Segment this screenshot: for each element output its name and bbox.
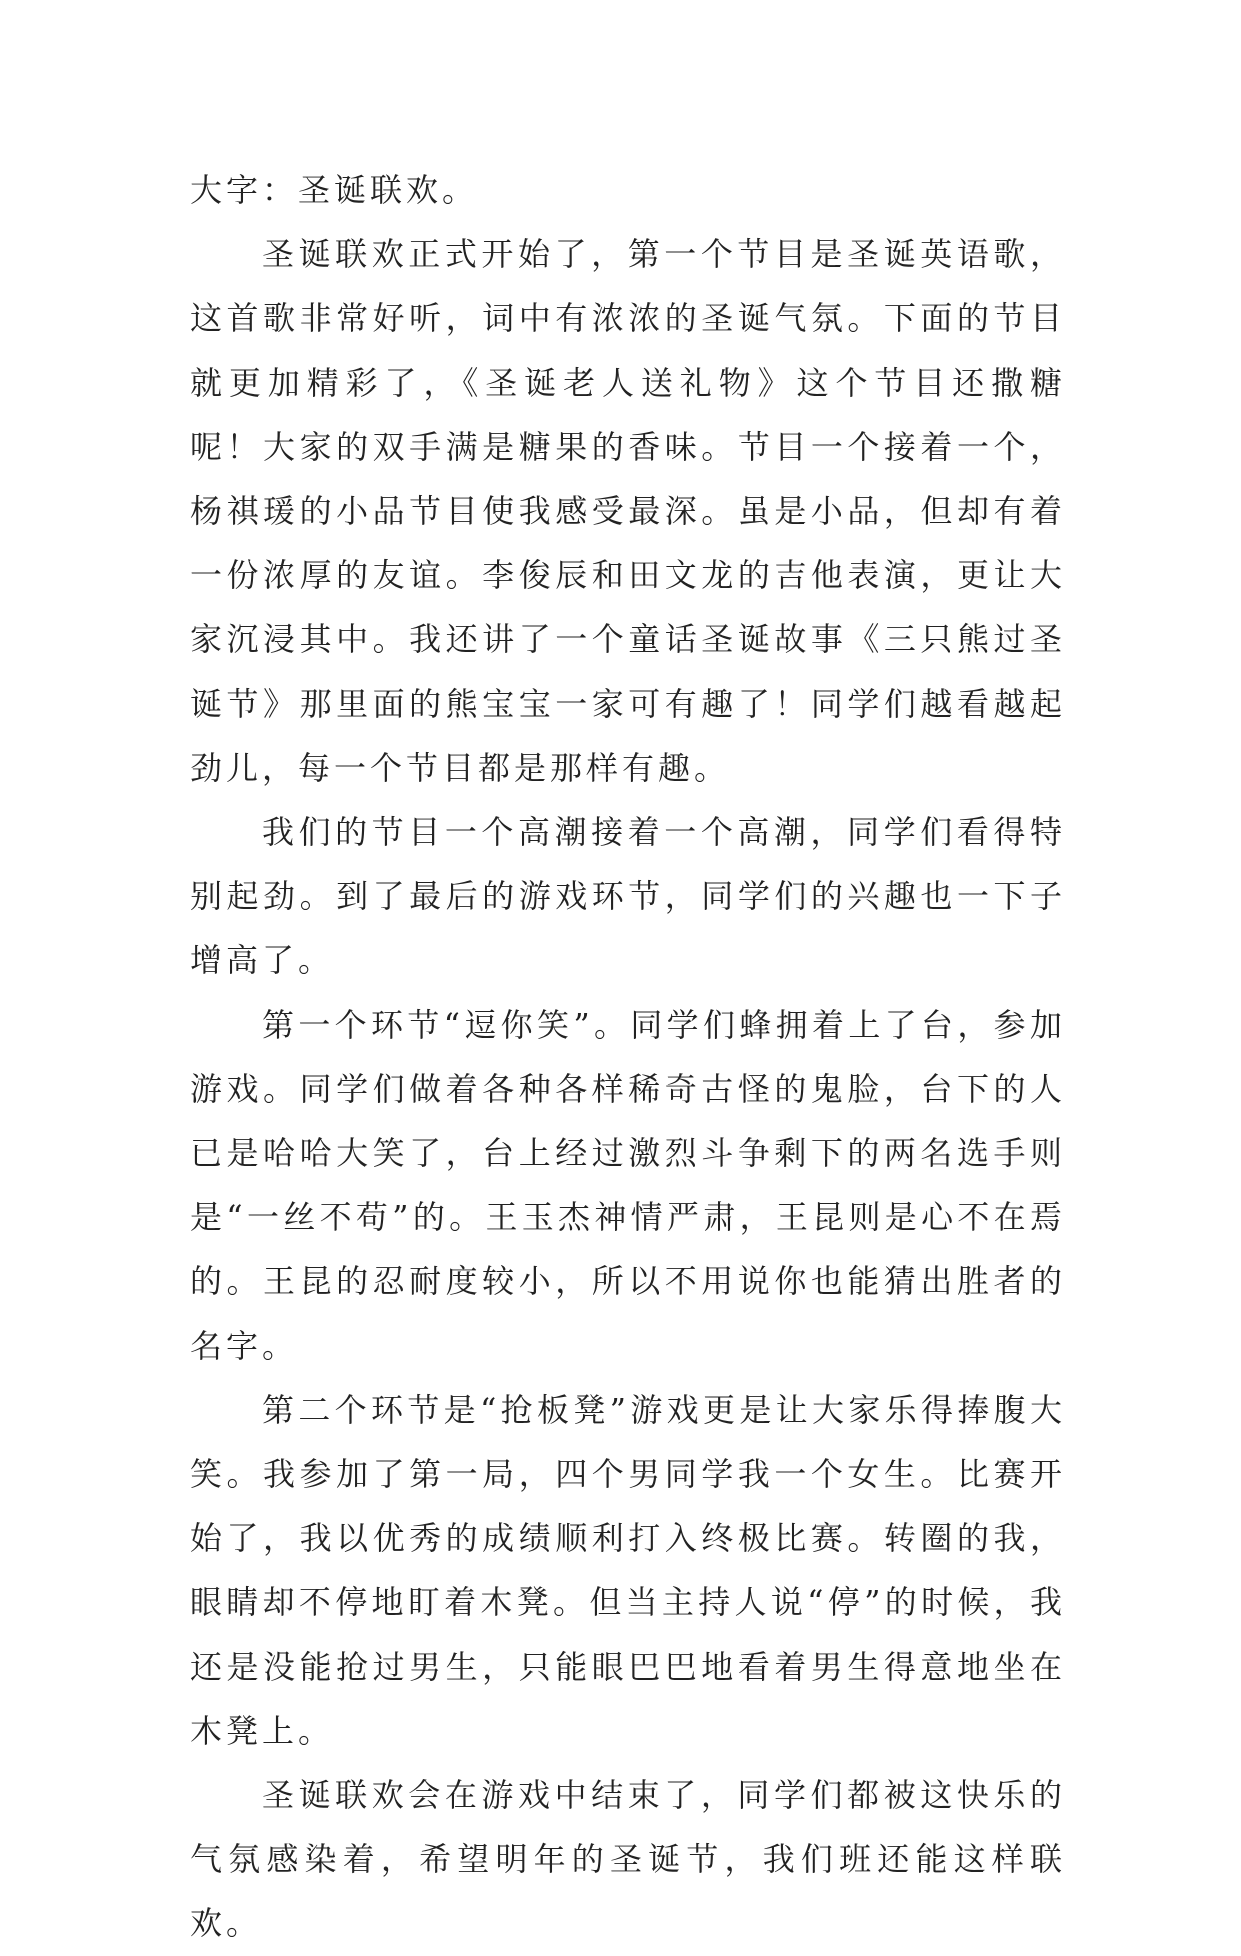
paragraph-5: 第二个环节是“抢板凳”游戏更是让大家乐得捧腹大笑。我参加了第一局，四个男同学我一个女生。比赛开始了，我以优秀的成绩顺利打入终极比赛。转圈的我，眼睛却不停地盯着木凳。但当主持人说“停”的时候，我还是没能抢过男生，只能眼巴巴地看着男生得意地坐在木凳上。 [190, 1390, 1066, 1750]
document-body [190, 158, 1066, 1956]
paragraph-2: 圣诞联欢正式开始了，第一个节目是圣诞英语歌，这首歌非常好听，词中有浓浓的圣诞气氛。下面的节目就更加精彩了，《圣诞老人送礼物》这个节目还撒糖呢！大家的双手满是糖果的香味。节目一个接着一个，杨祺瑗的小品节目使我感受最深。虽是小品，但却有着一份浓厚的友谊。李俊辰和田文龙的吉他表演，更让大家沉浸其中。我还讲了一个童话圣诞故事《三只熊过圣诞节》那里面的熊宝宝一家可有趣了！同学们越看越起劲儿，每一个节目都是那样有趣。 [190, 235, 1066, 787]
paragraph-4: 第一个环节“逗你笑”。同学们蜂拥着上了台，参加游戏。同学们做着各种各样稀奇古怪的鬼脸，台下的人已是哈哈大笑了，台上经过激烈斗争剩下的两名选手则是“一丝不苟”的。王玉杰神情严肃，王昆则是心不在焉的。王昆的忍耐度较小，所以不用说你也能猜出胜者的名字。 [190, 1005, 1066, 1365]
paragraph-1: 大字：圣诞联欢。 [190, 171, 479, 209]
paragraph-3: 我们的节目一个高潮接着一个高潮，同学们看得特别起劲。到了最后的游戏环节，同学们的兴趣也一下子增高了。 [190, 813, 1066, 980]
paragraph-6: 圣诞联欢会在游戏中结束了，同学们都被这快乐的气氛感染着，希望明年的圣诞节，我们班还能这样联欢。 [190, 1776, 1066, 1943]
